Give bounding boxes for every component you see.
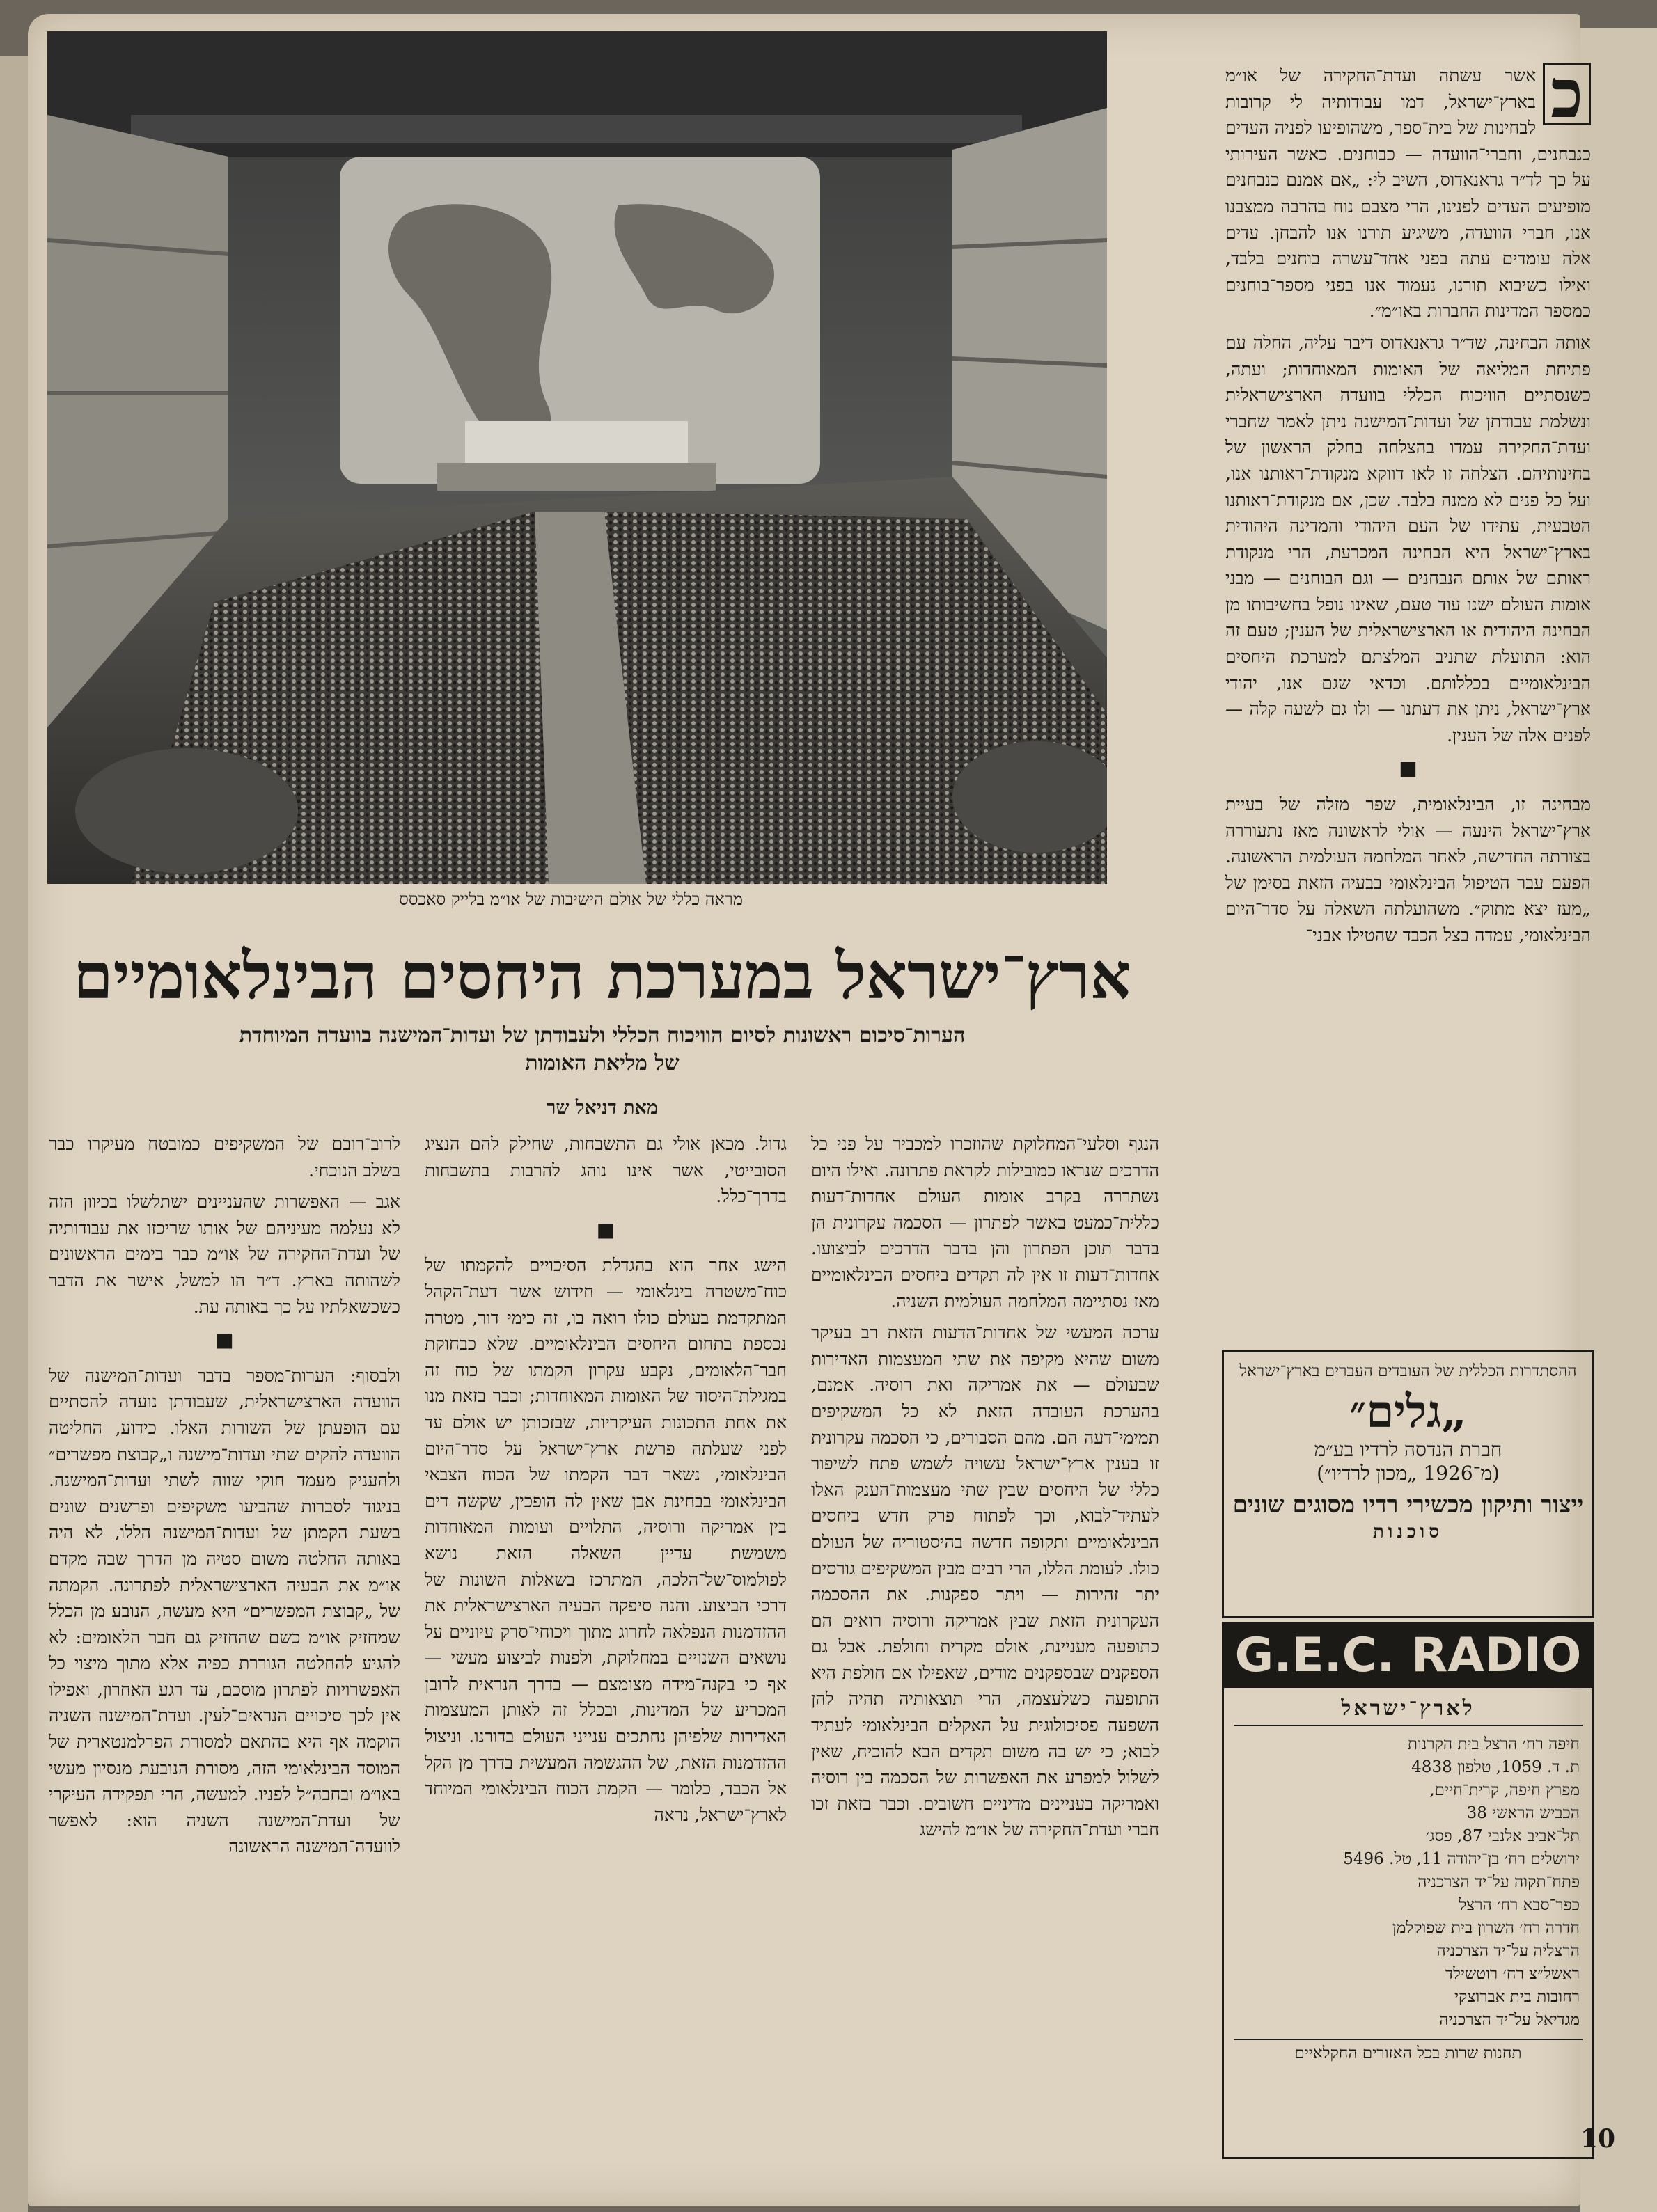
ad-address: ירושלים רח׳ בן־יהודה 11, טל. 5496 [1343, 1850, 1580, 1868]
subtitle-line: הערות־סיכום ראשונות לסיום הוויכוח הכללי ולעבודתן של ועדות־המישנה בוועדה המיוחדת [239, 1023, 966, 1048]
ad-organization: ההסתדרות הכללית של העובדים העברים בארץ־ישראל [1239, 1362, 1577, 1380]
body-column-2 [425, 1131, 787, 2154]
ad-brand: „גלים״ [1349, 1386, 1467, 1438]
ad-service: ייצור ותיקון מכשירי רדיו מסוגים שונים [1232, 1491, 1584, 1519]
ad-brand-subtitle: חברת הנדסה לרדיו בע״מ [1314, 1438, 1502, 1461]
ad-address: חיפה רח׳ הרצל בית הקרנות [1407, 1735, 1580, 1753]
subtitle-line: של מליאת האומות [525, 1051, 680, 1075]
body-column-1 [811, 1131, 1159, 2154]
ad-address: חדרה רח׳ השרון בית שפוקלמן [1392, 1919, 1580, 1937]
ad-address: ראשל״צ רח׳ רוטשילד [1445, 1965, 1580, 1983]
previous-page-edge [0, 56, 28, 2212]
assembly-hall-illustration [47, 31, 1107, 884]
body-paragraph: הנגף וסלעי־המחלוקת שהוזכרו למכביר על פני כל הדרכים שנראו כמובילות לקראת פתרונה. ואילו היום נשתררה בקרב אומות העולם אחדות־דעות כללית־כמעט באשר לפתרון — הסכמה עקרונית הן בדבר תוכן הפתרון והן בדבר הדרכים לביצועו. אחדות־דעות זו אין לה תקדים ביחסים הבינלאומיים מאז נסתיימה המלחמה העולמית השניה. [811, 1134, 1159, 1311]
ad-address: הכביש הראשי 38 [1466, 1804, 1580, 1822]
body-paragraph: אגב — האפשרות שהעניינים ישתלשלו בכיוון הזה לא נעלמה מעיניהם של אותו שריכזו את עבודותיה של ועדת־החקירה של או״מ כבר בימים הראשונים לשהותה בארץ. ד״ר הו למשל, אישר את הדבר כשכשאלתיו על כך באותה עת. [49, 1192, 400, 1317]
assembly-hall-photo [47, 31, 1107, 884]
ad-agencies: סוכנות [1372, 1522, 1444, 1542]
body-paragraph: ולבסוף: הערות־מספר בדבר ועדות־המישנה של הוועדה הארצישראלית, שעבודתן נועדה להסתיים עם הופעתן של השורות האלו. כידוע, החליטה הוועדה להקים שתי ועדות־מישנה ו„קבוצת מפשרים״ ולהעניק מעמד חוקי שווה לשתי ועדות־המישנה. בניגוד לסברות שהביעו משקיפים ופרשנים שונים בשעת הקמתן של ועדות־המישנה הללו, לא היה באותה החלטה משום סטיה מן הדרך שבה מקדם או״מ את הבעיה הארצישראלית לפתרונה. הקמתה של „קבוצת המפשרים״ היא מעשה, הנובע מן הכלל שמחזיק או״מ כשם שהחזיק גם חבר הלאומים: לא להגיע להחלטה הגוררת כפיה אלא מתוך מיצוי כל האפשרויות לפתרון מוסכם, עד רגע האחרון, ואפילו אין לכך סיכויים הנראים־לעין. ועדת־המישנה השניה הוקמה אף היא בהתאם למסורת הפרלמנטארית של המוסד הבינלאומי הזה, מסורת הנובעת מנסיון מעשי באו״מ ובחבה״ל לפניו. למעשה, הרי תפקידה העיקרי של ועדת־המישנה השניה הוא: לאפשר לוועדה־המישנה הראשונה [49, 1365, 400, 1857]
body-paragraph: הישג אחר הוא בהגדלת הסיכויים להקמתו של כוח־משטרה בינלאומי — חידוש אשר דעת־הקהל המתקדמת בעולם כולו רואה בו, זה כימי דור, מטרה נכספת בתחום היחסים הבינלאומיים. שלא כבחוקת חבר־הלאומים, נקבע עקרון הקמתו של כוח זה במגילת־היסוד של האומות המאוחדות; וכבר בזאת מנו את אחת התכונות העיקריות, שבזכותן יש אולם עד לפני שעלתה פרשת ארץ־ישראל על סדר־היום הבינלאומי, נשאר דבר הקמתו של הכוח הצבאי הבינלאומי בבחינת אבן שאין לה הופכין, שקשה דים בין אמריקה ורוסיה, התלויים ועומות המאוחדות משמשת עדיין השאלה הזאת נושא לפולמוס־של־הלכה, המתרכז בשאלות השונות של דרכי הביצוע. והנה סיפקה הבעיה הארצישראלית את ההזדמנות הנפלאה לחרוג מתוך ויכוחי־סרק עיוניים על נושאים השנויים במחלוקת, ולפנות לביצוע מעשי — אף כי בקנה־מידה מצומצם — בדרך הנראית לרובן המכריע של המדינות, ובכלל זה לאותן המעצמות האדירות שלפיהן נחתכים ענייני העולם בדורנו. וניצול ההזדמנות הזאת, של ההגשמה המעשית בדרך מן הקל אל הכבד, כלומר — הקמת הכוח הבינלאומי המיוחד לארץ־ישראל, נראה [425, 1255, 787, 1825]
ad-footer: תחנות שרות בכל האזורים החקלאיים [1234, 2039, 1583, 2062]
body-column-3 [49, 1131, 400, 2154]
gec-radio-advertisement [1222, 1622, 1594, 2159]
section-square-icon: ■ [215, 1328, 234, 1352]
photo-caption: מראה כללי של אולם הישיבות של או״מ בלייק סאכסס [399, 890, 743, 909]
galim-advertisement [1222, 1350, 1594, 1618]
gec-radio-logo: G.E.C. RADIO [1224, 1624, 1592, 1688]
ad-region: לארץ־ישראל [1234, 1688, 1583, 1726]
ad-address: מגדיאל על־יד הצרכניה [1439, 2011, 1580, 2029]
body-paragraph: גדול. מכאן אולי גם התשבחות, שחילק להם הנציג הסובייטי, אשר אינו נוהג להרבות בתשבחות בדרך־כלל. [425, 1134, 787, 1207]
ad-address: הרצליה על־יד הצרכניה [1436, 1942, 1580, 1960]
body-paragraph: לרוב־רובם של המשקיפים כמובטח מעיקרו כבר בשלב הנוכחי. [49, 1134, 400, 1180]
page-number: 10 [1580, 2124, 1616, 2154]
ad-address: תל־אביב אלנבי 87, פסג׳ [1425, 1827, 1580, 1845]
article-byline: מאת דניאל שר [547, 1097, 658, 1119]
ad-address: מפרץ חיפה, קרית־חיים, [1429, 1781, 1580, 1799]
article-subtitle [49, 1022, 1156, 1077]
ad-address: כפר־סבא רח׳ הרצל [1459, 1896, 1580, 1914]
intro-paragraph: אשר עשתה ועדת־החקירה של או״מ בארץ־ישראל, דמו עבודותיה לי קרובות לבחינות של בית־ספר, משהופיעו לפניה העדים כנבחנים, וחברי־הוועדה — כבוחנים. כאשר העירותי על כך לד״ר גראנאדוס, השיב לי: „אם אמנם כנבחנים מופיעים העדים לפנינו, הרי מצבם נוח בהרבה ממצבנו אנו, חברי הוועדה, משיגיע תורנו אנו להבחן. עדים אלה עומדים עתה בפני אחד־עשרה בוחנים בלבד, ואילו כשיבוא תורנו, נעמוד אנו בפני מספר־בוחנים כמספר המדינות החברות באו״מ״. [1225, 65, 1591, 322]
intro-column [1225, 54, 1591, 1281]
ad-brand-subtitle: (מ־1926 „מכון לרדיו״) [1317, 1462, 1500, 1485]
ad-address: פתח־תקוה על־יד הצרכניה [1418, 1873, 1580, 1891]
article-headline: ארץ־ישראל במערכת היחסים הבינלאומיים [73, 938, 1131, 1013]
intro-paragraph: אותה הבחינה, שד״ר גראנאדוס דיבר עליה, החלה עם פתיחת המליאה של האומות המאוחדות; ועתה, כשנסתיים הוויכוח הכללי בוועדה הארצישראלית ונשלמת עבודתן של ועדות־המישנה ניתן לאמר שחברי ועדת־החקירה עמדו בהצלחה בחלק הראשון של בחינותיהם. הצלחה זו לאו דווקא מנקודת־ראותנו אנו, ועל כל פנים לא ממנה בלבד. שכן, אם מנקודת־ראותנו הטבעית, עתידו של העם היהודי והמדינה היהודית בארץ־ישראל היא הבחינה המכרעת, הרי מנקודת ראותם של אותם הנבחנים — וגם הבוחנים — מבני אומות העולם ישנו עוד טעם, שאינו נופל בחשיבותו מן הבחינה היהודית או הארצישראלית של הענין; טעם זה הוא: התועלת שתניב המלצתם למערכת היחסים הבינלאומיים בכללותם. וכדאי שגם אנו, יהודי ארץ־ישראל, ניתן את דעתנו — ולו גם לשעה קלה — לפנים אלה של הענין. [1225, 332, 1591, 745]
drop-cap: כ [1543, 63, 1591, 125]
section-square-icon: ■ [1399, 757, 1418, 780]
ad-address: ת. ד. 1059, טלפון 4838 [1411, 1758, 1580, 1776]
intro-paragraph: מבחינה זו, הבינלאומית, שפר מזלה של בעיית ארץ־ישראל הינעה — אולי לראשונה מאז נתעוררה בצורתה החדישה, לאחר המלחמה העולמית הראשונה. הפעם עבר הטיפול הבינלאומי בבעיה הזאת בסימן של „מעז יצא מתוק״. משהועלתה השאלה על סדר־היום הבינלאומי, עמדה בצל הכבד שהטילו אבני־ [1225, 794, 1591, 945]
section-square-icon: ■ [596, 1217, 615, 1241]
body-paragraph: ערכה המעשי של אחדות־הדעות הזאת רב בעיקר משום שהיא מקיפה את שתי המעצמות האדירות שבעולם — את אמריקה ואת רוסיה. אמנם, בהערכת העובדה הזאת לא כל המשקיפים תמימי־דעה הם. מהם הסבורים, כי הסכמה עקרונית זו בענין ארץ־ישראל עשויה לשמש פתח לשיפור כללי של היחסים שבין שתי מעצמות־הענק האלו לעתיד־לבוא, וכך לפתוח פרק חדש ביחסים הבינלאומיים ותקופה חדשה בהיסטוריה של העולם כולו. לעומת הללו, הרי רבים מבין המשקיפים גורסים יתר זהירות — ויתר ספקנות. את ההסכמה העקרונית הזאת שבין אמריקה ורוסיה רואים הם כתופעה מעניינת, אולם מקרית וחולפת. אבל גם הספקנים שבספקנים מודים, שאפילו אם חולפת היא התופעה כשלעצמה, הרי תוצאותיה תהיה להן השפעה פסיכולוגית על האקלים הבינלאומי לעתיד לבוא; כי יש בה משום תקדים הבא להוכיח, שאין לשלול למפרע את האפשרות של הסכמה בין רוסיה ואמריקה בעניינים מדיניים חשובים. וכבר בזאת זכו חברי ועדת־החקירה של או״מ להישג [811, 1322, 1159, 1840]
ad-address-list [1224, 1726, 1592, 2039]
ad-address: רחובות בית אברוצקי [1454, 1988, 1580, 2006]
